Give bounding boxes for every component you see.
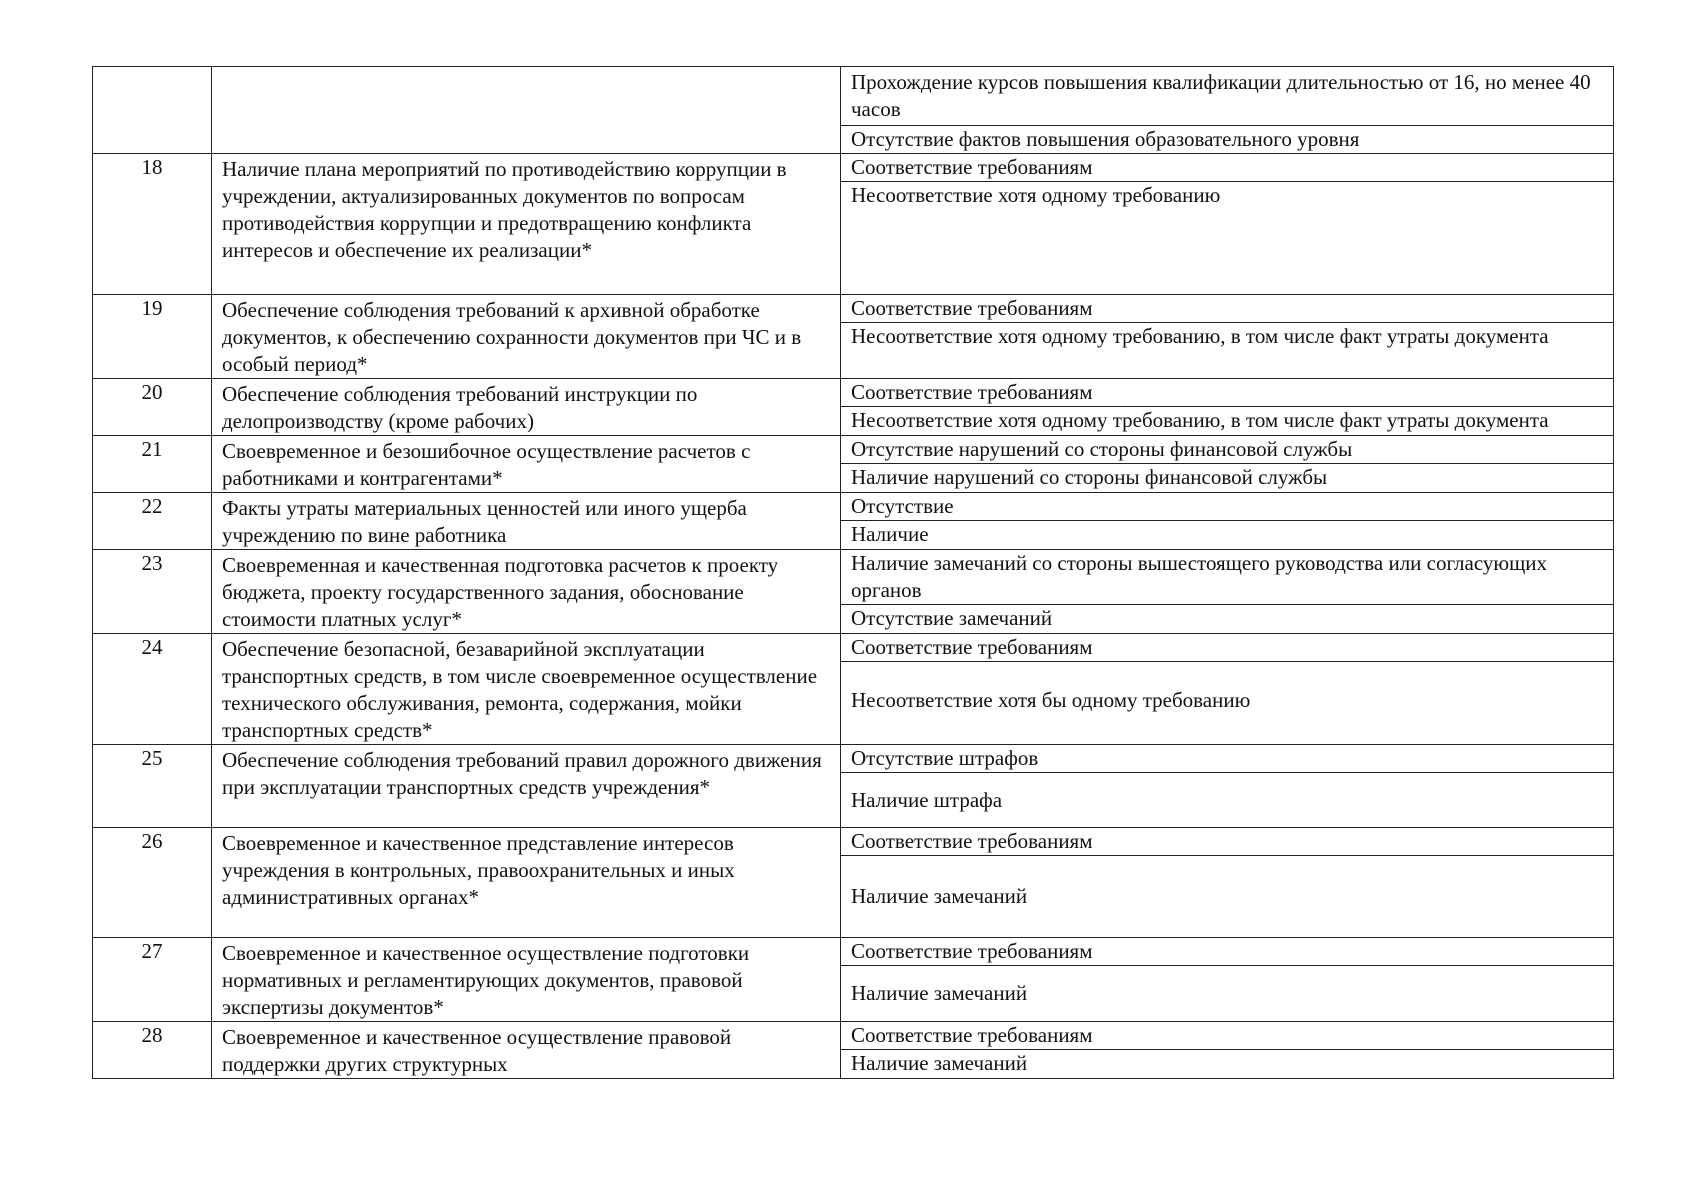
row-description: Факты утраты материальных ценностей или иного ущерба учреждению по вине работника	[212, 493, 841, 550]
criterion: Наличие	[851, 522, 929, 546]
criterion: Несоответствие хотя одному требованию, в том числе факт утраты документа	[851, 324, 1549, 348]
criterion: Отсутствие фактов повышения образовательного уровня	[851, 127, 1360, 151]
criterion: Соответствие требованиям	[841, 634, 1613, 662]
table-row	[93, 828, 1614, 938]
criterion: Соответствие требованиям	[841, 154, 1613, 182]
table-row	[93, 493, 1614, 550]
table-row	[93, 436, 1614, 493]
row-description: Своевременное и безошибочное осуществление расчетов с работниками и контрагентами*	[212, 436, 841, 493]
criterion: Прохождение курсов повышения квалификации длительностью от 16, но менее 40 часов	[841, 67, 1613, 126]
row-criteria	[841, 550, 1614, 634]
criterion: Наличие штрафа	[851, 788, 1003, 812]
row-number: 27	[93, 938, 212, 1022]
row-criteria	[841, 154, 1614, 295]
criterion: Наличие замечаний	[851, 981, 1028, 1005]
row-description: Своевременное и качественное представление интересов учреждения в контрольных, правоохранительных и иных административных органах*	[212, 828, 841, 938]
row-criteria	[841, 379, 1614, 436]
criterion: Отсутствие замечаний	[851, 606, 1053, 630]
table-row	[93, 379, 1614, 436]
criteria-table	[92, 66, 1614, 1079]
row-description	[212, 67, 841, 154]
criterion: Несоответствие хотя бы одному требованию	[851, 688, 1251, 712]
row-number	[93, 67, 212, 154]
row-number: 26	[93, 828, 212, 938]
row-number: 28	[93, 1022, 212, 1079]
row-criteria	[841, 938, 1614, 1022]
criterion: Несоответствие хотя одному требованию, в том числе факт утраты документа	[851, 408, 1549, 432]
row-criteria	[841, 436, 1614, 493]
criterion: Наличие замечаний со стороны вышестоящего руководства или согласующих органов	[841, 550, 1613, 605]
row-description: Обеспечение соблюдения требований правил дорожного движения при эксплуатации транспортных средств учреждения*	[212, 745, 841, 828]
criterion: Наличие нарушений со стороны финансовой службы	[851, 465, 1328, 489]
criterion: Соответствие требованиям	[841, 938, 1613, 966]
table-row	[93, 550, 1614, 634]
criterion: Соответствие требованиям	[841, 828, 1613, 856]
row-number: 21	[93, 436, 212, 493]
row-criteria	[841, 634, 1614, 745]
criterion: Несоответствие хотя одному требованию	[851, 183, 1221, 207]
row-criteria	[841, 828, 1614, 938]
table-row	[93, 1022, 1614, 1079]
criterion: Наличие замечаний	[851, 884, 1028, 908]
row-criteria	[841, 493, 1614, 550]
row-description: Наличие плана мероприятий по противодействию коррупции в учреждении, актуализированных документов по вопросам противодействия коррупции и предотвращению конфликта интересов и обеспечение их реализации*	[212, 154, 841, 295]
row-number: 19	[93, 295, 212, 379]
row-description: Обеспечение безопасной, безаварийной эксплуатации транспортных средств, в том числе своевременное осуществление технического обслуживания, ремонта, содержания, мойки транспортных средств*	[212, 634, 841, 745]
row-description: Обеспечение соблюдения требований инструкции по делопроизводству (кроме рабочих)	[212, 379, 841, 436]
criterion: Соответствие требованиям	[841, 1022, 1613, 1050]
table-row	[93, 938, 1614, 1022]
row-criteria	[841, 1022, 1614, 1079]
row-criteria	[841, 67, 1614, 154]
row-number: 18	[93, 154, 212, 295]
row-description: Своевременное и качественное осуществление подготовки нормативных и регламентирующих документов, правовой экспертизы документов*	[212, 938, 841, 1022]
row-number: 22	[93, 493, 212, 550]
criterion: Соответствие требованиям	[841, 295, 1613, 323]
table-row	[93, 295, 1614, 379]
table-row	[93, 154, 1614, 295]
row-description: Своевременное и качественное осуществление правовой поддержки других структурных	[212, 1022, 841, 1079]
criterion: Отсутствие нарушений со стороны финансовой службы	[841, 436, 1613, 464]
criterion: Отсутствие	[841, 493, 1613, 521]
table-row	[93, 745, 1614, 828]
row-description: Обеспечение соблюдения требований к архивной обработке документов, к обеспечению сохранности документов при ЧС и в особый период*	[212, 295, 841, 379]
row-criteria	[841, 745, 1614, 828]
criterion: Отсутствие штрафов	[841, 745, 1613, 773]
row-number: 24	[93, 634, 212, 745]
row-description: Своевременная и качественная подготовка расчетов к проекту бюджета, проекту государственного задания, обоснование стоимости платных услуг*	[212, 550, 841, 634]
row-number: 20	[93, 379, 212, 436]
criterion: Соответствие требованиям	[841, 379, 1613, 407]
row-criteria	[841, 295, 1614, 379]
row-number: 25	[93, 745, 212, 828]
criterion: Наличие замечаний	[851, 1051, 1028, 1075]
table-row	[93, 634, 1614, 745]
row-number: 23	[93, 550, 212, 634]
table-row	[93, 67, 1614, 154]
